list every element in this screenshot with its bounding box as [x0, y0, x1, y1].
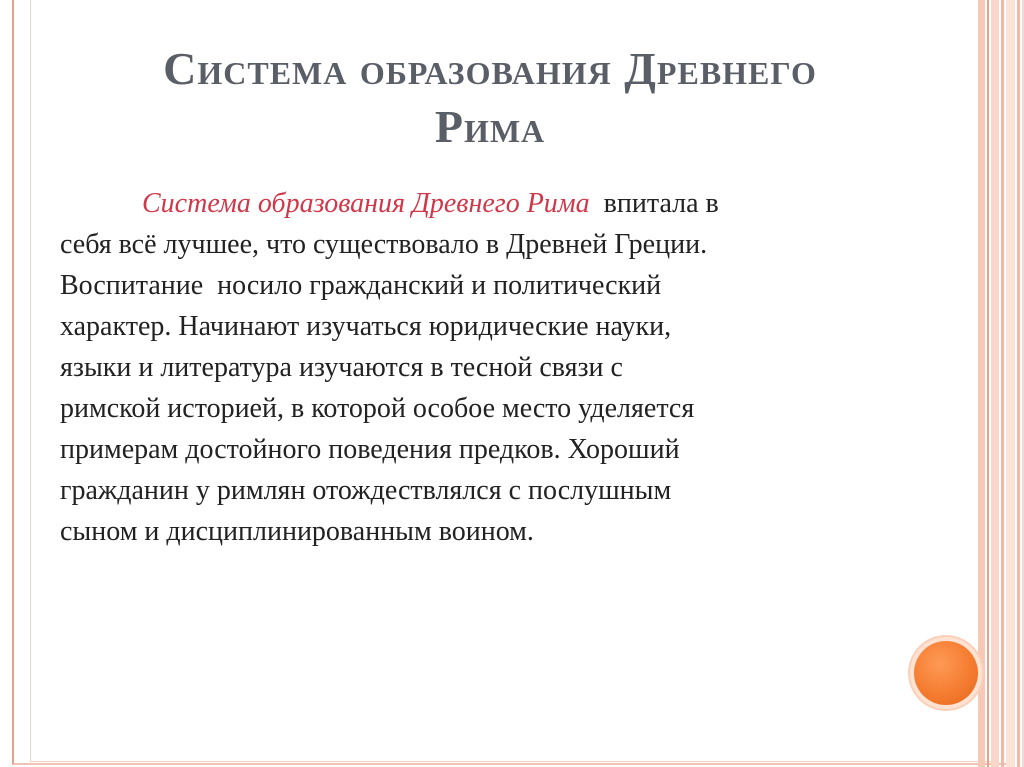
body-text — [60, 183, 880, 552]
stripe — [987, 0, 989, 767]
stripe — [1001, 0, 1004, 767]
stripe — [991, 0, 999, 767]
body-line-7: примерам достойного поведения предков. Хороший — [60, 434, 680, 465]
decorative-stripes — [978, 0, 1024, 767]
highlighted-phrase: Система образования Древнего Рима — [142, 188, 590, 219]
stripe — [1006, 0, 1015, 767]
body-line-1-rest: впитала в — [589, 188, 719, 219]
stripe — [978, 0, 985, 767]
body-line-9: сыном и дисциплинированным воином. — [60, 516, 534, 547]
body-line-1 — [60, 183, 880, 224]
decorative-circle — [914, 641, 978, 705]
title-line-2: Рима — [434, 101, 546, 152]
body-line-3: Воспитание носило гражданский и политический — [60, 270, 662, 301]
body-line-6: римской историей, в которой особое место уделяется — [60, 393, 695, 424]
body-line-4: характер. Начинают изучаться юридические науки, — [60, 311, 672, 342]
body-line-5: языки и литература изучаются в тесной связи с — [60, 352, 623, 383]
stripe — [1017, 0, 1020, 767]
body-line-8: гражданин у римлян отождествлялся с послушным — [60, 475, 672, 506]
slide-title — [60, 40, 920, 156]
body-line-2: себя всё лучшее, что существовало в Древней Греции. — [60, 229, 708, 260]
title-line-1: Система образования Древнего — [163, 43, 817, 94]
